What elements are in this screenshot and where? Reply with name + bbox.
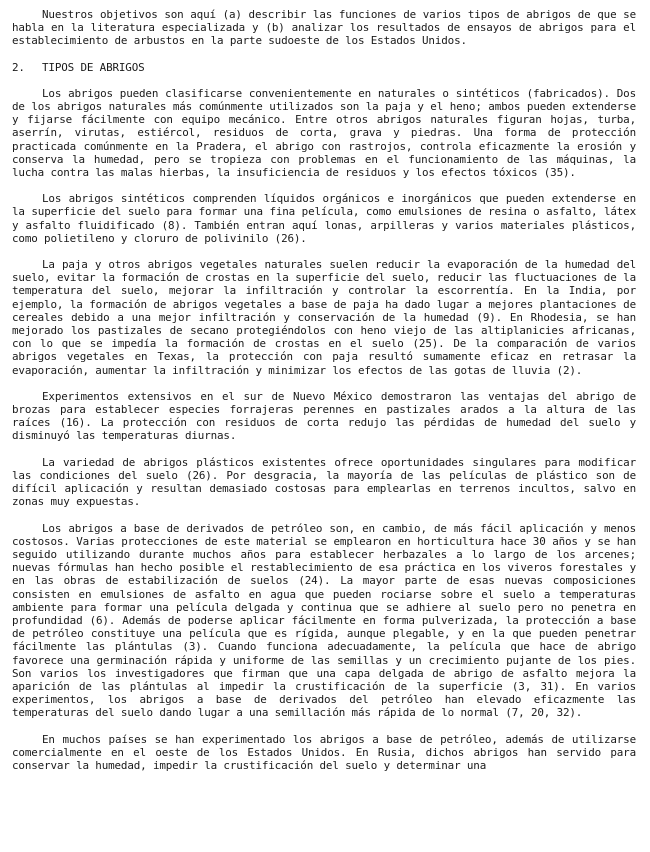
paragraph-paja: La paja y otros abrigos vegetales naturales suelen reducir la evaporación de la humedad del suelo, evitar la formación de crostas en la superficie del suelo, reducir las fluctuaciones de la temperatura del suelo, mejorar la infiltración y controlar la escorrentía. En la India, por ejemplo, la formación de abrigos vegetales a base de paja ha dado lugar a mejores plantaciones de cereales debido a una mejor infiltración y conservación de la humedad (9). En Rhodesia, se han mejorado los pastizales de secano protegiéndolos con heno viejo de las altiplanicies africanas, con lo que se impedía la formación de crostas en el suelo (25). De la comparación de varios abrigos vegetales en Texas, la protección con paja resultó sumamente eficaz en retrasar la evaporación, aumentar la infiltración y minimizar los efectos de las gotas de lluvia (2). — [12, 258, 636, 377]
intro-paragraph: Nuestros objetivos son aquí (a) describir las funciones de varios tipos de abrigos de que se habla en la literatura especializada y (b) analizar los resultados de ensayos de abrigos para el establecimiento de arbustos en la parte sudoeste de los Estados Unidos. — [12, 8, 636, 48]
paragraph-petroleo: Los abrigos a base de derivados de petróleo son, en cambio, de más fácil aplicación y menos costosos. Varias protecciones de este material se emplearon en horticultura hace 30 años y se han seguido utilizando durante muchos años para establecer herbazales a lo largo de los arcenes; nuevas fórmulas han hecho posible el restablecimiento de esa práctica en los viveros forestales y en las obras de estabilización de suelos (24). La mayor parte de esas nuevas composiciones consisten en emulsiones de asfalto en agua que pueden rociarse sobre el suelo a temperaturas ambiente para formar una película delgada y continua que se adhiere al suelo pero no penetra en profundidad (6). Además de poderse aplicar fácilmente en forma pulverizada, la protección a base de petróleo constituye una película que es rígida, aunque plegable, y en la que pueden penetrar fácilmente las plántulas (3). Cuando funciona adecuadamente, la película que hace de abrigo favorece una germinación rápida y uniforme de las semillas y un crecimiento pujante de los pies. Son varios los investigadores que firman que una capa delgada de abrigo de asfalto mejora la aparición de las plántulas al impedir la crustificación de la superficie (3, 31). En varios experimentos, los abrigos a base de derivados del petróleo han elevado eficazmente las temperaturas del suelo dando lugar a una semillación más rápida de lo normal (7, 20, 32). — [12, 521, 636, 720]
section-number: 2. — [12, 60, 25, 74]
section-heading — [12, 61, 636, 74]
paragraph-plasticos: La variedad de abrigos plásticos existentes ofrece oportunidades singulares para modificar las condiciones del suelo (26). Por desgracia, la mayoría de las películas de plástico son de difícil aplicación y resultan demasiado costosas para emplearlas en terrenos incultos, salvo en zonas muy expuestas. — [12, 455, 636, 509]
paragraph-nuevo-mexico: Experimentos extensivos en el sur de Nuevo México demostraron las ventajas del abrigo de brozas para establecer especies forrajeras perennes en pastizales arados a la altura de las raíces (16). La protección con residuos de corta redujo las pérdidas de humedad del suelo y disminuyó las temperaturas diurnas. — [12, 389, 636, 443]
paragraph-paises: En muchos países se han experimentado los abrigos a base de petróleo, además de utilizarse comercialmente en el oeste de los Estados Unidos. En Rusia, dichos abrigos han servido para conservar la humedad, impedir la crustificación del suelo y determinar una — [12, 732, 636, 772]
paragraph-clasificacion: Los abrigos pueden clasificarse convenientemente en naturales o sintéticos (fabricados). Dos de los abrigos naturales más comúnmente utilizados son la paja y el heno; ambos pueden extenderse y fijarse fácilmente con equipo mecánico. Entre otros abrigos naturales figuran hojas, turba, aserrín, virutas, estiércol, residuos de corta, grava y piedras. Una forma de protección practicada comúnmente en la Pradera, el abrigo con rastrojos, controla eficazmente la erosión y conserva la humedad, pero se tropieza con problemas en el funcionamiento de las máquinas, la lucha contra las malas hierbas, la insuficiencia de residuos y los efectos tóxicos (35). — [12, 86, 636, 180]
paragraph-sinteticos: Los abrigos sintéticos comprenden líquidos orgánicos e inorgánicos que pueden extenderse en la superficie del suelo para formar una fina película, como emulsiones de resina o asfalto, látex y asfalto fluidificado (8). También entran aquí lonas, arpilleras y varios materiales plásticos, como polietileno y cloruro de polivinilo (26). — [12, 192, 636, 245]
section-title: TIPOS DE ABRIGOS — [42, 60, 145, 74]
